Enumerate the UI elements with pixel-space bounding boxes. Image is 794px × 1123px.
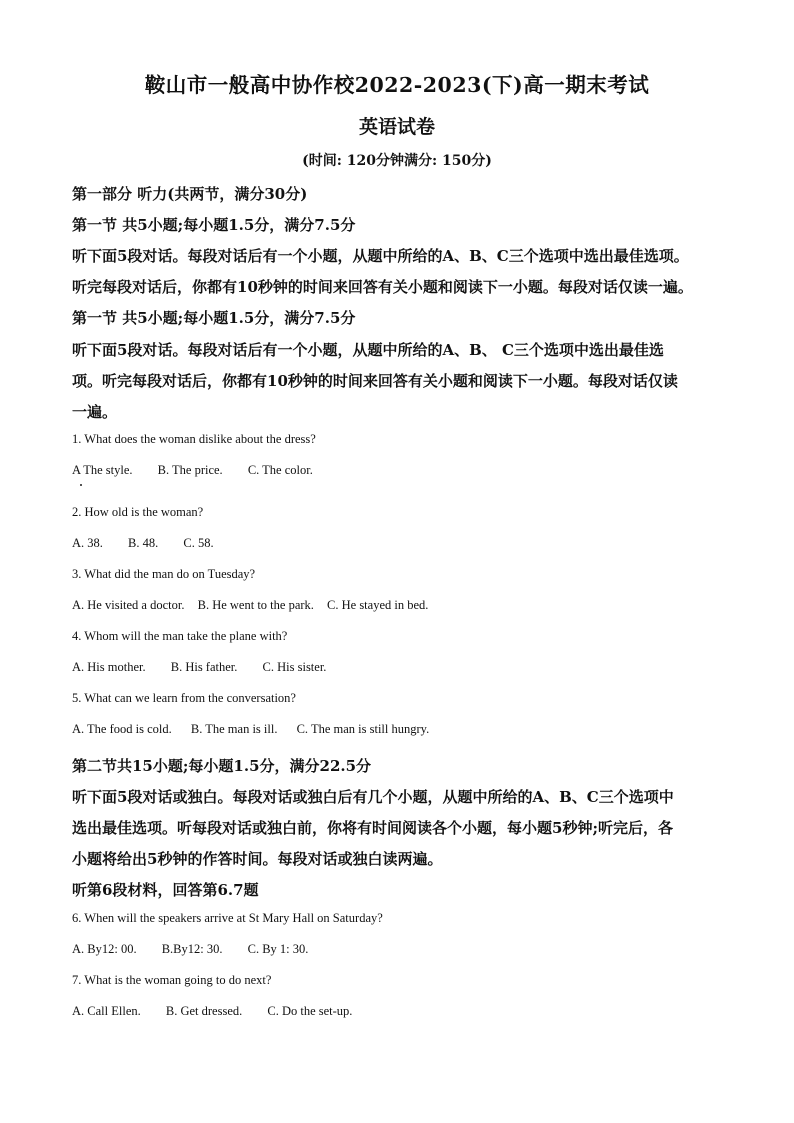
option-row	[72, 598, 428, 613]
part-heading: 第一部分 听力(共两节，满分30分)	[72, 185, 308, 203]
option-row	[72, 722, 429, 737]
option-c: C. His sister.	[262, 660, 327, 674]
option-b: B. He went to the park.	[197, 598, 314, 612]
option-a: A. The food is cold.	[72, 722, 172, 736]
option-a: A. His mother.	[72, 660, 146, 674]
section-heading: 第一节 共5小题;每小题1.5分，满分7.5分	[72, 216, 356, 234]
option-b: B. 48.	[128, 536, 159, 550]
stray-dot	[80, 484, 82, 486]
exam-title: 鞍山市一般高中协作校2022-2023(下)高一期末考试	[144, 73, 650, 97]
option-row	[72, 1004, 352, 1019]
option-b: B. His father.	[170, 660, 238, 674]
instruction-line: 小题将给出5秒钟的作答时间。每段对话或独白读两遍。	[72, 850, 443, 868]
option-row	[72, 660, 326, 675]
option-b: B. Get dressed.	[165, 1004, 243, 1018]
question-text: 3. What did the man do on Tuesday?	[72, 567, 256, 581]
instruction-line: 听下面5段对话。每段对话后有一个小题，从题中所给的A、B、 C三个选项中选出最佳选	[72, 341, 664, 359]
option-c: C. He stayed in bed.	[327, 598, 429, 612]
question-text: 6. When will the speakers arrive at St Mary Hall on Saturday?	[72, 911, 383, 925]
option-a: A. He visited a doctor.	[72, 598, 185, 612]
instruction-line: 听完每段对话后，你都有10秒钟的时间来回答有关小题和阅读下一小题。每段对话仅读一遍。	[72, 278, 693, 296]
question-text: 1. What does the woman dislike about the dress?	[72, 432, 316, 446]
option-b: B. The price.	[157, 463, 223, 477]
option-row	[72, 536, 214, 551]
question-text: 7. What is the woman going to do next?	[72, 973, 272, 987]
option-c: C. 58.	[183, 536, 214, 550]
section-heading: 第一节 共5小题;每小题1.5分，满分7.5分	[72, 309, 356, 327]
material-heading: 听第6段材料，回答第6.7题	[72, 881, 259, 899]
option-a: A. By12: 00.	[72, 942, 137, 956]
question-text: 4. Whom will the man take the plane with?	[72, 629, 288, 643]
question-text: 5. What can we learn from the conversation?	[72, 691, 296, 705]
option-c: C. The man is still hungry.	[296, 722, 430, 736]
section-heading: 第二节共15小题;每小题1.5分，满分22.5分	[72, 757, 372, 775]
option-row	[72, 942, 308, 957]
instruction-line: 听下面5段对话。每段对话后有一个小题，从题中所给的A、B、C三个选项中选出最佳选项。	[72, 247, 689, 265]
option-row	[72, 463, 313, 478]
option-c: C. By 1: 30.	[247, 942, 309, 956]
instruction-line: 一遍。	[72, 403, 118, 421]
option-b: B. The man is ill.	[190, 722, 278, 736]
option-c: C. Do the set-up.	[267, 1004, 353, 1018]
option-a: A. Call Ellen.	[72, 1004, 141, 1018]
instruction-line: 选出最佳选项。听每段对话或独白前，你将有时间阅读各个小题，每小题5秒钟;听完后，各	[72, 819, 673, 837]
instruction-line: 项。听完每段对话后，你都有10秒钟的时间来回答有关小题和阅读下一小题。每段对话仅读	[72, 372, 678, 390]
instruction-line: 听下面5段对话或独白。每段对话或独白后有几个小题，从题中所给的A、B、C三个选项中	[72, 788, 674, 806]
question-text: 2. How old is the woman?	[72, 505, 204, 519]
option-b: B.By12: 30.	[161, 942, 223, 956]
option-a: A The style.	[72, 463, 133, 477]
option-a: A. 38.	[72, 536, 103, 550]
time-info: (时间: 120分钟满分: 150分)	[302, 153, 492, 169]
option-c: C. The color.	[247, 463, 313, 477]
subject-title: 英语试卷	[358, 116, 435, 138]
